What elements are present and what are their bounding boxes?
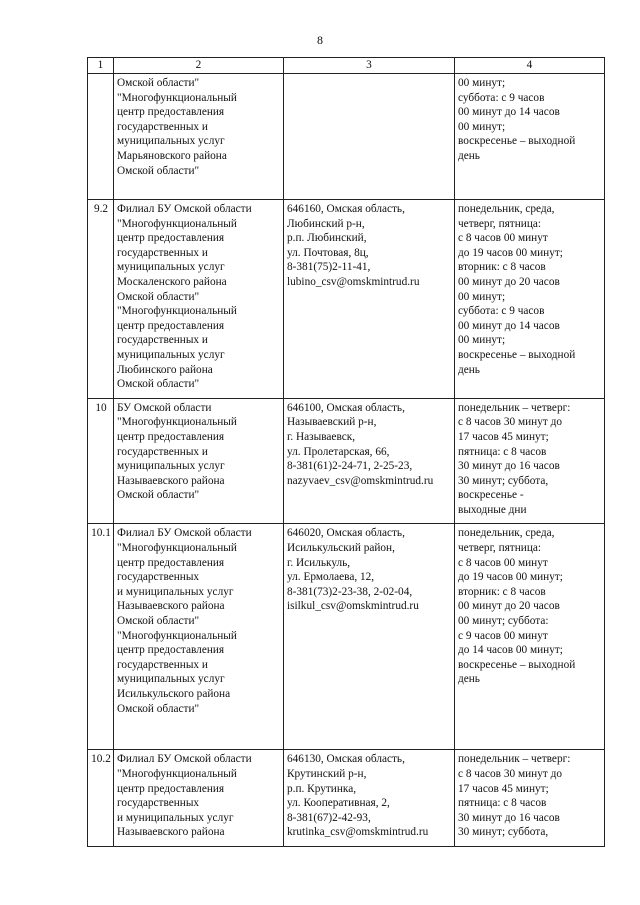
name-line: "Многофункциональный — [117, 305, 237, 318]
name-line: "Многофункциональный — [117, 217, 237, 230]
name-line: Исилькульского района — [117, 688, 231, 700]
hours-line: до 19 часов 00 минут; — [458, 246, 563, 259]
hours-line: до 19 часов 00 минут; — [458, 571, 563, 584]
name-line: "Многофункциональный — [117, 542, 237, 555]
name-line: центр предоставления — [117, 232, 225, 245]
cell-name — [114, 524, 284, 750]
hours-line: пятница: с 8 часов — [458, 797, 547, 810]
row-number: 9.2 — [88, 200, 114, 399]
table-row — [88, 524, 605, 750]
hours-line: день — [458, 149, 480, 162]
cell-address — [284, 750, 455, 847]
cell-address — [284, 200, 455, 399]
address-line: 8-381(75)2-11-41, — [287, 261, 371, 274]
name-line: и муниципальных услуг — [117, 811, 234, 824]
hours-line: 00 минут до 20 часов — [458, 600, 560, 613]
name-line: государственных и — [117, 120, 208, 133]
cell-hours — [455, 750, 605, 847]
hours-line: 00 минут; — [458, 290, 506, 303]
hours-line: с 8 часов 00 минут — [458, 232, 548, 245]
name-line: Называевского района — [117, 826, 225, 839]
row-number: 10.2 — [88, 750, 114, 847]
hours-line: с 9 часов 00 минут — [458, 629, 548, 642]
name-line: центр предоставления — [117, 556, 225, 569]
cell-name — [114, 750, 284, 847]
hours-line: 00 минут до 14 часов — [458, 106, 560, 119]
name-line: Омской области" — [117, 77, 200, 89]
hours-line: суббота: с 9 часов — [458, 305, 545, 318]
name-line: центр предоставления — [117, 319, 225, 332]
name-line: муниципальных услуг — [117, 261, 225, 274]
hours-line: вторник: с 8 часов — [458, 585, 546, 598]
address-line: ул. Пролетарская, 66, — [287, 445, 390, 458]
name-line: государственных и — [117, 246, 208, 259]
address-line: р.п. Любинский, — [287, 232, 367, 245]
address-line: isilkul_csv@omskmintrud.ru — [287, 600, 419, 613]
hours-line: 17 часов 45 минут; — [458, 782, 549, 795]
name-line: Омской области" — [117, 489, 200, 502]
hours-line: с 8 часов 30 минут до — [458, 416, 562, 429]
address-line: Любинский р-н, — [287, 217, 365, 230]
hours-line: 00 минут; суббота: — [458, 615, 549, 628]
name-line: Омской области" — [117, 164, 200, 177]
name-line: муниципальных услуг — [117, 673, 225, 686]
hours-line: 00 минут до 14 часов — [458, 319, 560, 332]
address-line: 8-381(73)2-23-38, 2-02-04, — [287, 585, 413, 598]
address-line: 646160, Омская область, — [287, 203, 405, 215]
row-number — [88, 74, 114, 200]
cell-name — [114, 398, 284, 524]
address-line: р.п. Крутинка, — [287, 782, 357, 795]
hours-line: 30 минут до 16 часов — [458, 460, 560, 473]
table-row — [88, 74, 605, 200]
hours-line: четверг, пятница: — [458, 542, 542, 555]
table-row — [88, 750, 605, 847]
hours-line: 00 минут до 20 часов — [458, 275, 560, 288]
hours-line: понедельник – четверг: — [458, 753, 571, 766]
name-line: БУ Омской области — [117, 401, 212, 414]
hours-line: с 8 часов 30 минут до — [458, 768, 562, 781]
address-line: 8-381(61)2-24-71, 2-25-23, — [287, 460, 413, 473]
address-line: lubino_csv@omskmintrud.ru — [287, 275, 420, 288]
hours-line: понедельник, среда, — [458, 527, 555, 540]
address-line: 646020, Омская область, — [287, 527, 405, 540]
address-line: 646100, Омская область, — [287, 401, 405, 414]
cell-address — [284, 524, 455, 750]
name-line: Москаленского района — [117, 275, 227, 288]
hours-line: до 14 часов 00 минут; — [458, 644, 563, 657]
name-line: государственных — [117, 571, 200, 584]
address-line: ул. Ермолаева, 12, — [287, 571, 375, 584]
name-line: государственных и — [117, 658, 208, 671]
hours-line: 00 минут; — [458, 120, 506, 133]
name-line: Называевского района — [117, 474, 225, 487]
page-number: 8 — [317, 33, 323, 47]
hours-line: 00 минут; — [458, 77, 506, 89]
hours-line: воскресенье – выходной — [458, 348, 576, 361]
cell-hours — [455, 524, 605, 750]
hours-line: 30 минут до 16 часов — [458, 811, 560, 824]
hours-line: воскресенье - — [458, 489, 524, 502]
name-line: центр предоставления — [117, 644, 225, 657]
cell-address — [284, 398, 455, 524]
row-number: 10 — [88, 398, 114, 524]
cell-hours — [455, 200, 605, 399]
name-line: государственных — [117, 797, 200, 810]
address-line: Крутинский р-н, — [287, 768, 367, 781]
hours-line: понедельник, среда, — [458, 203, 555, 215]
name-line: Омской области" — [117, 378, 200, 391]
name-line: муниципальных услуг — [117, 348, 225, 361]
hours-line: выходные дни — [458, 503, 527, 516]
name-line: "Многофункциональный — [117, 91, 237, 104]
name-line: Филиал БУ Омской области — [117, 753, 252, 766]
hours-line: 30 минут; суббота, — [458, 474, 549, 487]
address-line: ул. Почтовая, 8ц, — [287, 246, 369, 259]
name-line: государственных и — [117, 445, 208, 458]
name-line: Филиал БУ Омской области — [117, 527, 252, 540]
hours-line: воскресенье – выходной — [458, 135, 576, 148]
address-line: 8-381(67)2-42-93, — [287, 811, 371, 824]
name-line: центр предоставления — [117, 782, 225, 795]
name-line: и муниципальных услуг — [117, 585, 234, 598]
hours-line: понедельник – четверг: — [458, 401, 571, 414]
name-line: Омской области" — [117, 702, 200, 715]
address-line: krutinka_csv@omskmintrud.ru — [287, 826, 429, 839]
cell-hours — [455, 74, 605, 200]
service-centers-table — [87, 57, 605, 847]
hours-line: 30 минут; суббота, — [458, 826, 549, 839]
address-line: г. Исилькуль, — [287, 556, 351, 569]
table-row — [88, 398, 605, 524]
row-number: 10.1 — [88, 524, 114, 750]
cell-address — [284, 74, 455, 200]
name-line: "Многофункциональный — [117, 768, 237, 781]
name-line: центр предоставления — [117, 430, 225, 443]
address-line: Называевский р-н, — [287, 416, 377, 429]
name-line: Филиал БУ Омской области — [117, 203, 252, 215]
name-line: "Многофункциональный — [117, 416, 237, 429]
name-line: "Многофункциональный — [117, 629, 237, 642]
header-cell-3: 3 — [284, 58, 455, 74]
hours-line: с 8 часов 00 минут — [458, 556, 548, 569]
name-line: Омской области" — [117, 290, 200, 303]
name-line: центр предоставления — [117, 106, 225, 119]
hours-line: 00 минут; — [458, 334, 506, 347]
header-cell-2: 2 — [114, 58, 284, 74]
name-line: Омской области" — [117, 615, 200, 628]
address-line: г. Называевск, — [287, 430, 356, 443]
hours-line: воскресенье – выходной — [458, 658, 576, 671]
name-line: муниципальных услуг — [117, 135, 225, 148]
name-line: муниципальных услуг — [117, 460, 225, 473]
hours-line: четверг, пятница: — [458, 217, 542, 230]
hours-line: 17 часов 45 минут; — [458, 430, 549, 443]
name-line: Называевского района — [117, 600, 225, 613]
name-line: Любинского района — [117, 363, 213, 376]
table-row — [88, 200, 605, 399]
hours-line: суббота: с 9 часов — [458, 91, 545, 104]
address-line: Исилькульский район, — [287, 542, 395, 555]
hours-line: день — [458, 363, 480, 376]
name-line: Марьяновского района — [117, 149, 227, 162]
table-header-row — [88, 58, 605, 74]
cell-name — [114, 200, 284, 399]
hours-line: вторник: с 8 часов — [458, 261, 546, 274]
cell-name — [114, 74, 284, 200]
cell-hours — [455, 398, 605, 524]
hours-line: день — [458, 673, 480, 686]
hours-line: пятница: с 8 часов — [458, 445, 547, 458]
address-line: nazyvaev_csv@omskmintrud.ru — [287, 474, 434, 487]
name-line: государственных и — [117, 334, 208, 347]
address-line: 646130, Омская область, — [287, 753, 405, 766]
header-cell-4: 4 — [455, 58, 605, 74]
header-cell-1: 1 — [88, 58, 114, 74]
address-line: ул. Кооперативная, 2, — [287, 797, 390, 810]
